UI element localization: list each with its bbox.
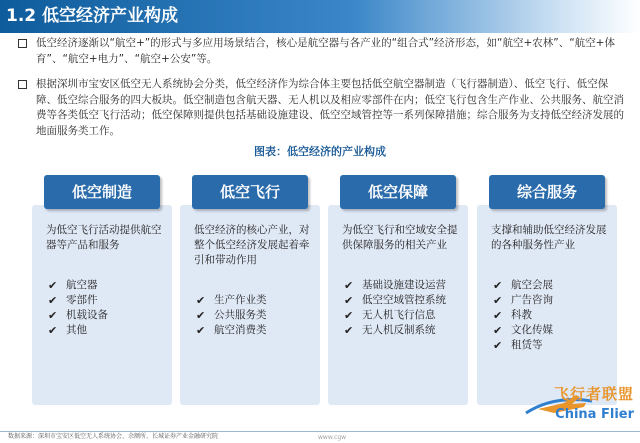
column-description: 支撑和辅助低空经济发展的各种服务性产业 [491,224,607,251]
list-item [344,308,460,323]
bullet-text: 低空经济逐渐以“航空+”的形式与多应用场景结合，核心是航空器与各产业的“组合式”经济形态，如“航空+农林”、“航空+体育”、“航空+电力”、“航空+公安”等。 [36,37,615,65]
list-item [48,293,164,308]
list-item-label: 广告咨询 [511,294,553,306]
checkmark-icon: ✔ [344,309,354,322]
logo-chinese-text: 飞行者联盟 [553,385,634,403]
checkmark-icon: ✔ [493,309,503,322]
list-item-label: 科教 [511,309,532,321]
column-description: 低空经济的核心产业，对整个低空经济发展起着牵引和带动作用 [194,224,310,266]
checkmark-icon: ✔ [196,324,206,337]
list-item [344,278,460,293]
list-item-label: 航空会展 [511,279,553,291]
checkmark-icon: ✔ [48,309,58,322]
list-item [48,323,164,338]
list-item-label: 机载设备 [66,309,108,321]
bullet-text: 根据深圳市宝安区低空无人系统协会分类，低空经济作为综合体主要包括低空航空器制造（飞行器制造）、低空飞行、低空保障、低空综合服务的四大板块。低空制造包含航天器、无人机以及相应零部件在内；低空飞行包含生产作业、公共服务、航空消费等各类低空飞行活动；低空保障则提供包括基础设施建设、低空空域管控等一系列保障措施；综合服务为支持低空经济发展的地面服务类工作。 [36,78,624,137]
list-item-label: 其他 [66,324,87,336]
list-item-label: 零部件 [66,294,98,306]
column-heading: 低空飞行 [192,175,308,209]
list-item [196,293,312,308]
checkmark-icon: ✔ [344,279,354,292]
source-note: 数据来源：深圳市宝安区低空无人系统协会、余额所、长城证券产业金融研究院 [8,433,219,440]
list-item-label: 生产作业类 [214,294,267,306]
checkmark-icon: ✔ [196,309,206,322]
column-heading: 综合服务 [489,175,605,209]
column-description: 为低空飞行活动提供航空器等产品和服务 [46,224,162,251]
china-flier-logo [524,379,634,433]
list-item [196,323,312,338]
watermark-url: www.cgw [318,434,347,441]
list-item [48,278,164,293]
list-item [493,278,609,293]
checkmark-icon: ✔ [196,294,206,307]
list-item [344,323,460,338]
checkmark-icon: ✔ [344,324,354,337]
list-item-label: 公共服务类 [214,309,267,321]
column-low-altitude-manufacturing [32,175,172,405]
column-description: 为低空飞行和空域安全提供保障服务的相关产业 [342,224,458,251]
square-bullet-icon [18,80,27,89]
checkmark-icon: ✔ [48,324,58,337]
checkmark-icon: ✔ [493,339,503,352]
checkmark-icon: ✔ [48,279,58,292]
list-item [196,308,312,323]
list-item-label: 航空器 [66,279,98,291]
list-item [493,338,609,353]
list-item-label: 无人机反制系统 [362,324,436,336]
column-item-list [196,293,312,338]
checkmark-icon: ✔ [493,294,503,307]
list-item-label: 基础设施建设运营 [362,279,446,291]
checkmark-icon: ✔ [493,279,503,292]
column-item-list [344,278,460,338]
list-item-label: 低空空域管控系统 [362,294,446,306]
list-item-label: 文化传媒 [511,324,553,336]
list-item [493,323,609,338]
logo-english-text: China Flier [555,407,634,422]
list-item-label: 租赁等 [511,339,543,351]
column-heading: 低空制造 [44,175,160,209]
checkmark-icon: ✔ [344,294,354,307]
figure-title: 图表：低空经济的产业构成 [254,145,386,158]
page-title: 1.2 低空经济产业构成 [0,0,640,33]
column-low-altitude-support [328,175,468,405]
column-comprehensive-services [477,175,617,405]
square-bullet-icon [18,39,27,48]
list-item-label: 无人机飞行信息 [362,309,436,321]
bullet-paragraph-2 [18,77,628,141]
list-item-label: 航空消费类 [214,324,267,336]
list-item [48,308,164,323]
list-item [493,293,609,308]
bullet-paragraph-1 [18,36,628,70]
list-item [344,293,460,308]
column-item-list [493,278,609,353]
checkmark-icon: ✔ [493,324,503,337]
list-item [493,308,609,323]
column-item-list [48,278,164,338]
column-low-altitude-flight [180,175,320,405]
column-heading: 低空保障 [340,175,456,209]
checkmark-icon: ✔ [48,294,58,307]
footer-divider [0,431,640,432]
